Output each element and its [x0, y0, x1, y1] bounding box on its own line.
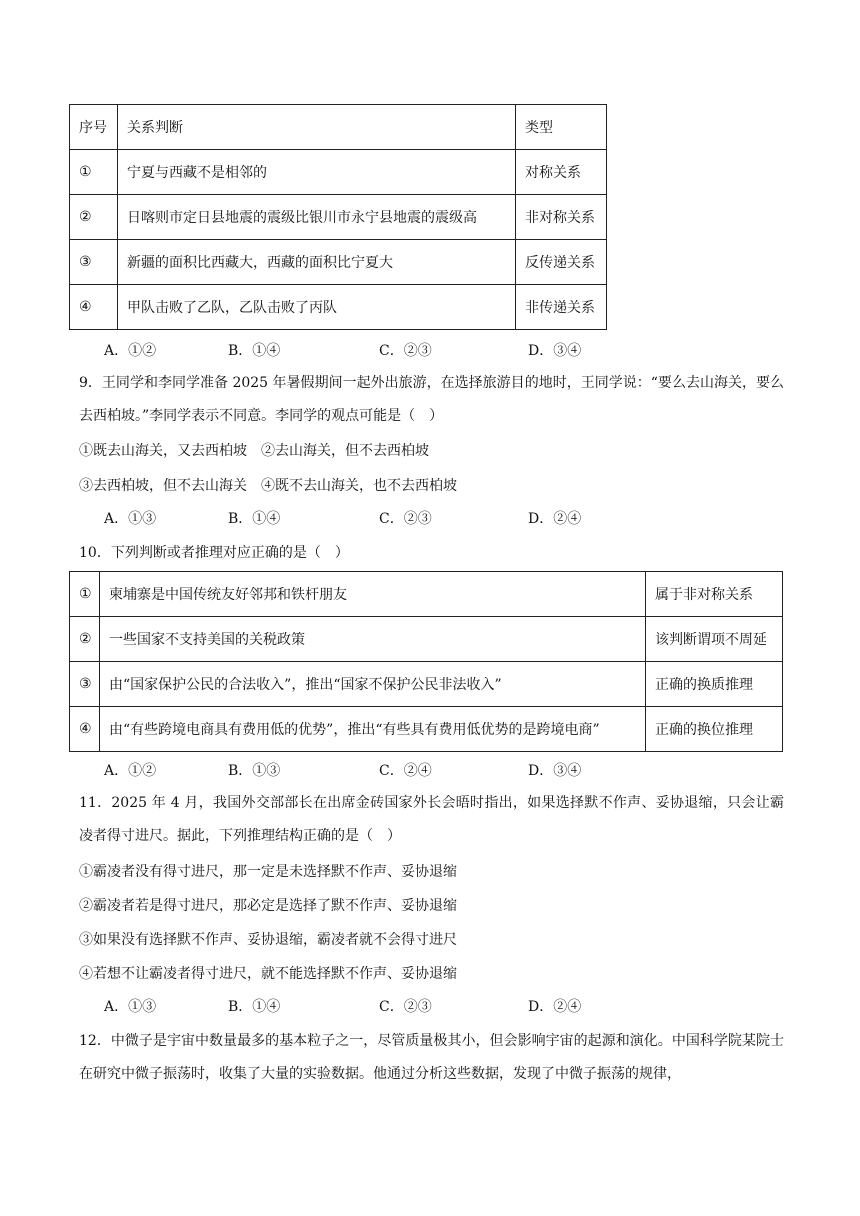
option-b[interactable]: B．①④ [228, 999, 281, 1015]
q10-stem: 10．下列判断或者推理对应正确的是（ ） [79, 545, 349, 561]
header-cell: 类型 [516, 105, 607, 150]
table-cell: 宁夏与西藏不是相邻的 [118, 150, 516, 195]
q11-statement-line: ②霸凌者若是得寸进尺，那必定是选择了默不作声、妥协退缩 [79, 898, 457, 914]
q11-statement-line: ④若想不让霸凌者得寸进尺，就不能选择默不作声、妥协退缩 [79, 966, 457, 982]
option-c[interactable]: C．②③ [379, 999, 432, 1015]
table-row [70, 195, 607, 240]
q11-statement-line: ③如果没有选择默不作声、妥协退缩，霸凌者就不会得寸进尺 [79, 932, 457, 948]
option-c[interactable]: C．②③ [379, 343, 432, 359]
table-cell: 属于非对称关系 [646, 572, 783, 617]
relation-table [69, 104, 607, 330]
table-row [70, 707, 783, 752]
option-d[interactable]: D．③④ [528, 763, 582, 779]
table-cell: 正确的换位推理 [646, 707, 783, 752]
option-a[interactable]: A．①③ [104, 511, 157, 527]
q12-stem: 12．中微子是宇宙中数量最多的基本粒子之一，尽管质量极其小，但会影响宇宙的起源和演化。中国科学院某院士在研究中微子振荡时，收集了大量的实验数据。他通过分析这些数据，发现了中微子振荡的规律， [79, 1033, 784, 1082]
option-b[interactable]: B．①④ [228, 511, 281, 527]
q11-statement-line: ①霸凌者没有得寸进尺，那一定是未选择默不作声、妥协退缩 [79, 864, 457, 880]
table-cell: 一些国家不支持美国的关税政策 [100, 617, 646, 662]
table-cell: 该判断谓项不周延 [646, 617, 783, 662]
table-cell: 反传递关系 [516, 240, 607, 285]
option-c[interactable]: C．②③ [379, 511, 432, 527]
table-cell: 日喀则市定日县地震的震级比银川市永宁县地震的震级高 [118, 195, 516, 240]
table-cell: ③ [70, 240, 118, 285]
table-cell: ① [70, 572, 100, 617]
table-cell: 非对称关系 [516, 195, 607, 240]
q9-statement-line: ①既去山海关，又去西柏坡 ②去山海关，但不去西柏坡 [79, 443, 429, 459]
option-d[interactable]: D．③④ [528, 343, 582, 359]
table-header-row [70, 105, 607, 150]
option-d[interactable]: D．②④ [528, 511, 582, 527]
table-cell: 柬埔寨是中国传统友好邻邦和铁杆朋友 [100, 572, 646, 617]
table-cell: 非传递关系 [516, 285, 607, 330]
option-d[interactable]: D．②④ [528, 999, 582, 1015]
table-row [70, 150, 607, 195]
table-cell: 由“有些跨境电商具有费用低的优势”，推出“有些具有费用低优势的是跨境电商” [100, 707, 646, 752]
table-row [70, 285, 607, 330]
table-cell: 新疆的面积比西藏大，西藏的面积比宁夏大 [118, 240, 516, 285]
option-b[interactable]: B．①④ [228, 343, 281, 359]
table-cell: ④ [70, 285, 118, 330]
option-a[interactable]: A．①② [104, 763, 157, 779]
table-row [70, 617, 783, 662]
q9-statement-line: ③去西柏坡，但不去山海关 ④既不去山海关，也不去西柏坡 [79, 478, 457, 494]
table-row [70, 572, 783, 617]
table-cell: ① [70, 150, 118, 195]
table-cell: ③ [70, 662, 100, 707]
option-b[interactable]: B．①③ [228, 763, 281, 779]
table-cell: 对称关系 [516, 150, 607, 195]
header-cell: 关系判断 [118, 105, 516, 150]
option-c[interactable]: C．②④ [379, 763, 432, 779]
table-row [70, 662, 783, 707]
table-row [70, 240, 607, 285]
table-cell: ② [70, 195, 118, 240]
table-cell: ② [70, 617, 100, 662]
judgment-table [69, 571, 783, 752]
option-a[interactable]: A．①③ [104, 999, 157, 1015]
table-cell: 正确的换质推理 [646, 662, 783, 707]
q11-stem: 11．2025 年 4 月，我国外交部部长在出席金砖国家外长会晤时指出，如果选择默不作声、妥协退缩，只会让霸凌者得寸进尺。据此，下列推理结构正确的是（ ） [79, 795, 784, 844]
option-a[interactable]: A．①② [104, 343, 157, 359]
header-cell: 序号 [70, 105, 118, 150]
q9-stem: 9．王同学和李同学准备 2025 年暑假期间一起外出旅游，在选择旅游目的地时，王同学说：“要么去山海关，要么去西柏坡。”李同学表示不同意。李同学的观点可能是（ ） [79, 375, 784, 424]
table-cell: ④ [70, 707, 100, 752]
table-cell: 甲队击败了乙队，乙队击败了丙队 [118, 285, 516, 330]
table-cell: 由“国家保护公民的合法收入”，推出“国家不保护公民非法收入” [100, 662, 646, 707]
